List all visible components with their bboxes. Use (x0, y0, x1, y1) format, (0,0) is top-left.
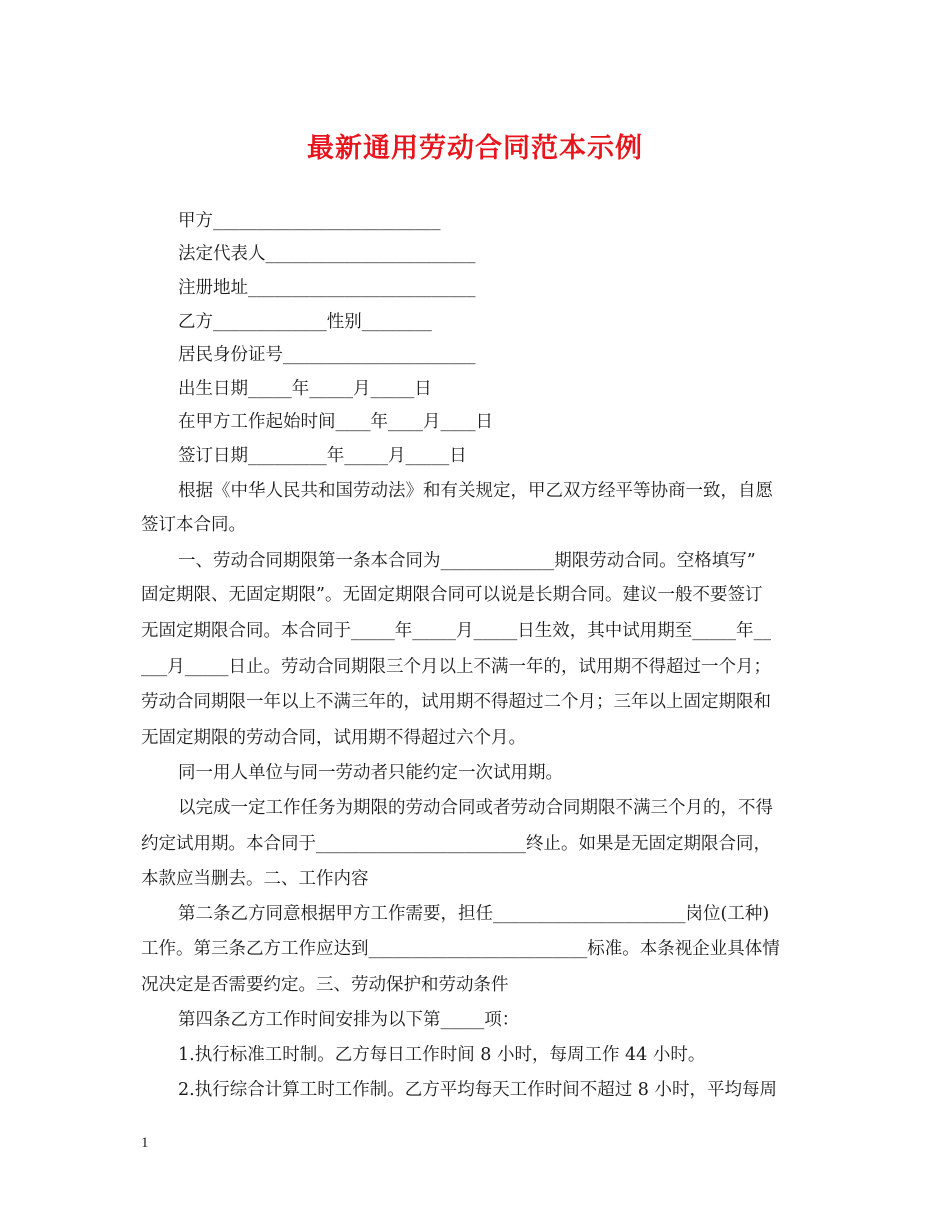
paragraph-line: 1.执行标准工时制。乙方每日工作时间 8 小时，每周工作 44 小时。 (178, 1045, 706, 1065)
paragraph-line: 固定期限、无固定期限”。无固定期限合同可以说是长期合同。建议一般不要签订 (141, 585, 763, 605)
field-birth-date: 出生日期_____年_____月_____日 (178, 379, 432, 399)
paragraph-line: 劳动合同期限一年以上不满三年的，试用期不得超过二个月；三年以上固定期限和 (141, 692, 771, 712)
field-party-a: 甲方__________________________ (178, 211, 441, 231)
paragraph-line: 签订本合同。 (141, 515, 246, 535)
field-party-b-gender: 乙方_____________性别________ (178, 312, 432, 332)
field-registered-address: 注册地址__________________________ (178, 278, 476, 298)
paragraph-line: 无固定期限的劳动合同，试用期不得超过六个月。 (141, 728, 526, 748)
paragraph-line: 第四条乙方工作时间安排为以下第_____项： (178, 1010, 520, 1030)
field-legal-representative: 法定代表人________________________ (178, 244, 476, 264)
paragraph-line: 工作。第三条乙方工作应达到_________________________标准。本条视企业具体情 (141, 939, 780, 959)
paragraph-line: ___月_____日止。劳动合同期限三个月以上不满一年的，试用期不得超过一个月； (141, 657, 771, 677)
paragraph-line: 无固定期限合同。本合同于_____年_____月_____日生效，其中试用期至_____年__ (141, 621, 771, 641)
document-title: 最新通用劳动合同范本示例 (307, 133, 643, 164)
paragraph-line: 同一用人单位与同一劳动者只能约定一次试用期。 (178, 763, 563, 783)
paragraph-line: 一、劳动合同期限第一条本合同为_____________期限劳动合同。空格填写” (178, 551, 756, 571)
field-sign-date: 签订日期_________年_____月_____日 (178, 446, 467, 466)
paragraph-line: 本款应当删去。二、工作内容 (141, 869, 369, 889)
page-number: 1 (141, 1135, 149, 1151)
paragraph-line: 以完成一定工作任务为期限的劳动合同或者劳动合同期限不满三个月的，不得 (178, 798, 773, 818)
field-start-date: 在甲方工作起始时间____年____月____日 (178, 412, 493, 432)
paragraph-line: 况决定是否需要约定。三、劳动保护和劳动条件 (141, 975, 509, 995)
paragraph-line: 2.执行综合计算工时工作制。乙方平均每天工作时间不超过 8 小时，平均每周 (178, 1080, 777, 1100)
field-id-number: 居民身份证号______________________ (178, 345, 476, 365)
paragraph-line: 约定试用期。本合同于________________________终止。如果是无固定期限合同， (141, 834, 771, 854)
paragraph-line: 根据《中华人民共和国劳动法》和有关规定，甲乙双方经平等协商一致，自愿 (178, 481, 773, 501)
paragraph-line: 第二条乙方同意根据甲方工作需要，担任______________________岗位(工种) (178, 904, 770, 924)
